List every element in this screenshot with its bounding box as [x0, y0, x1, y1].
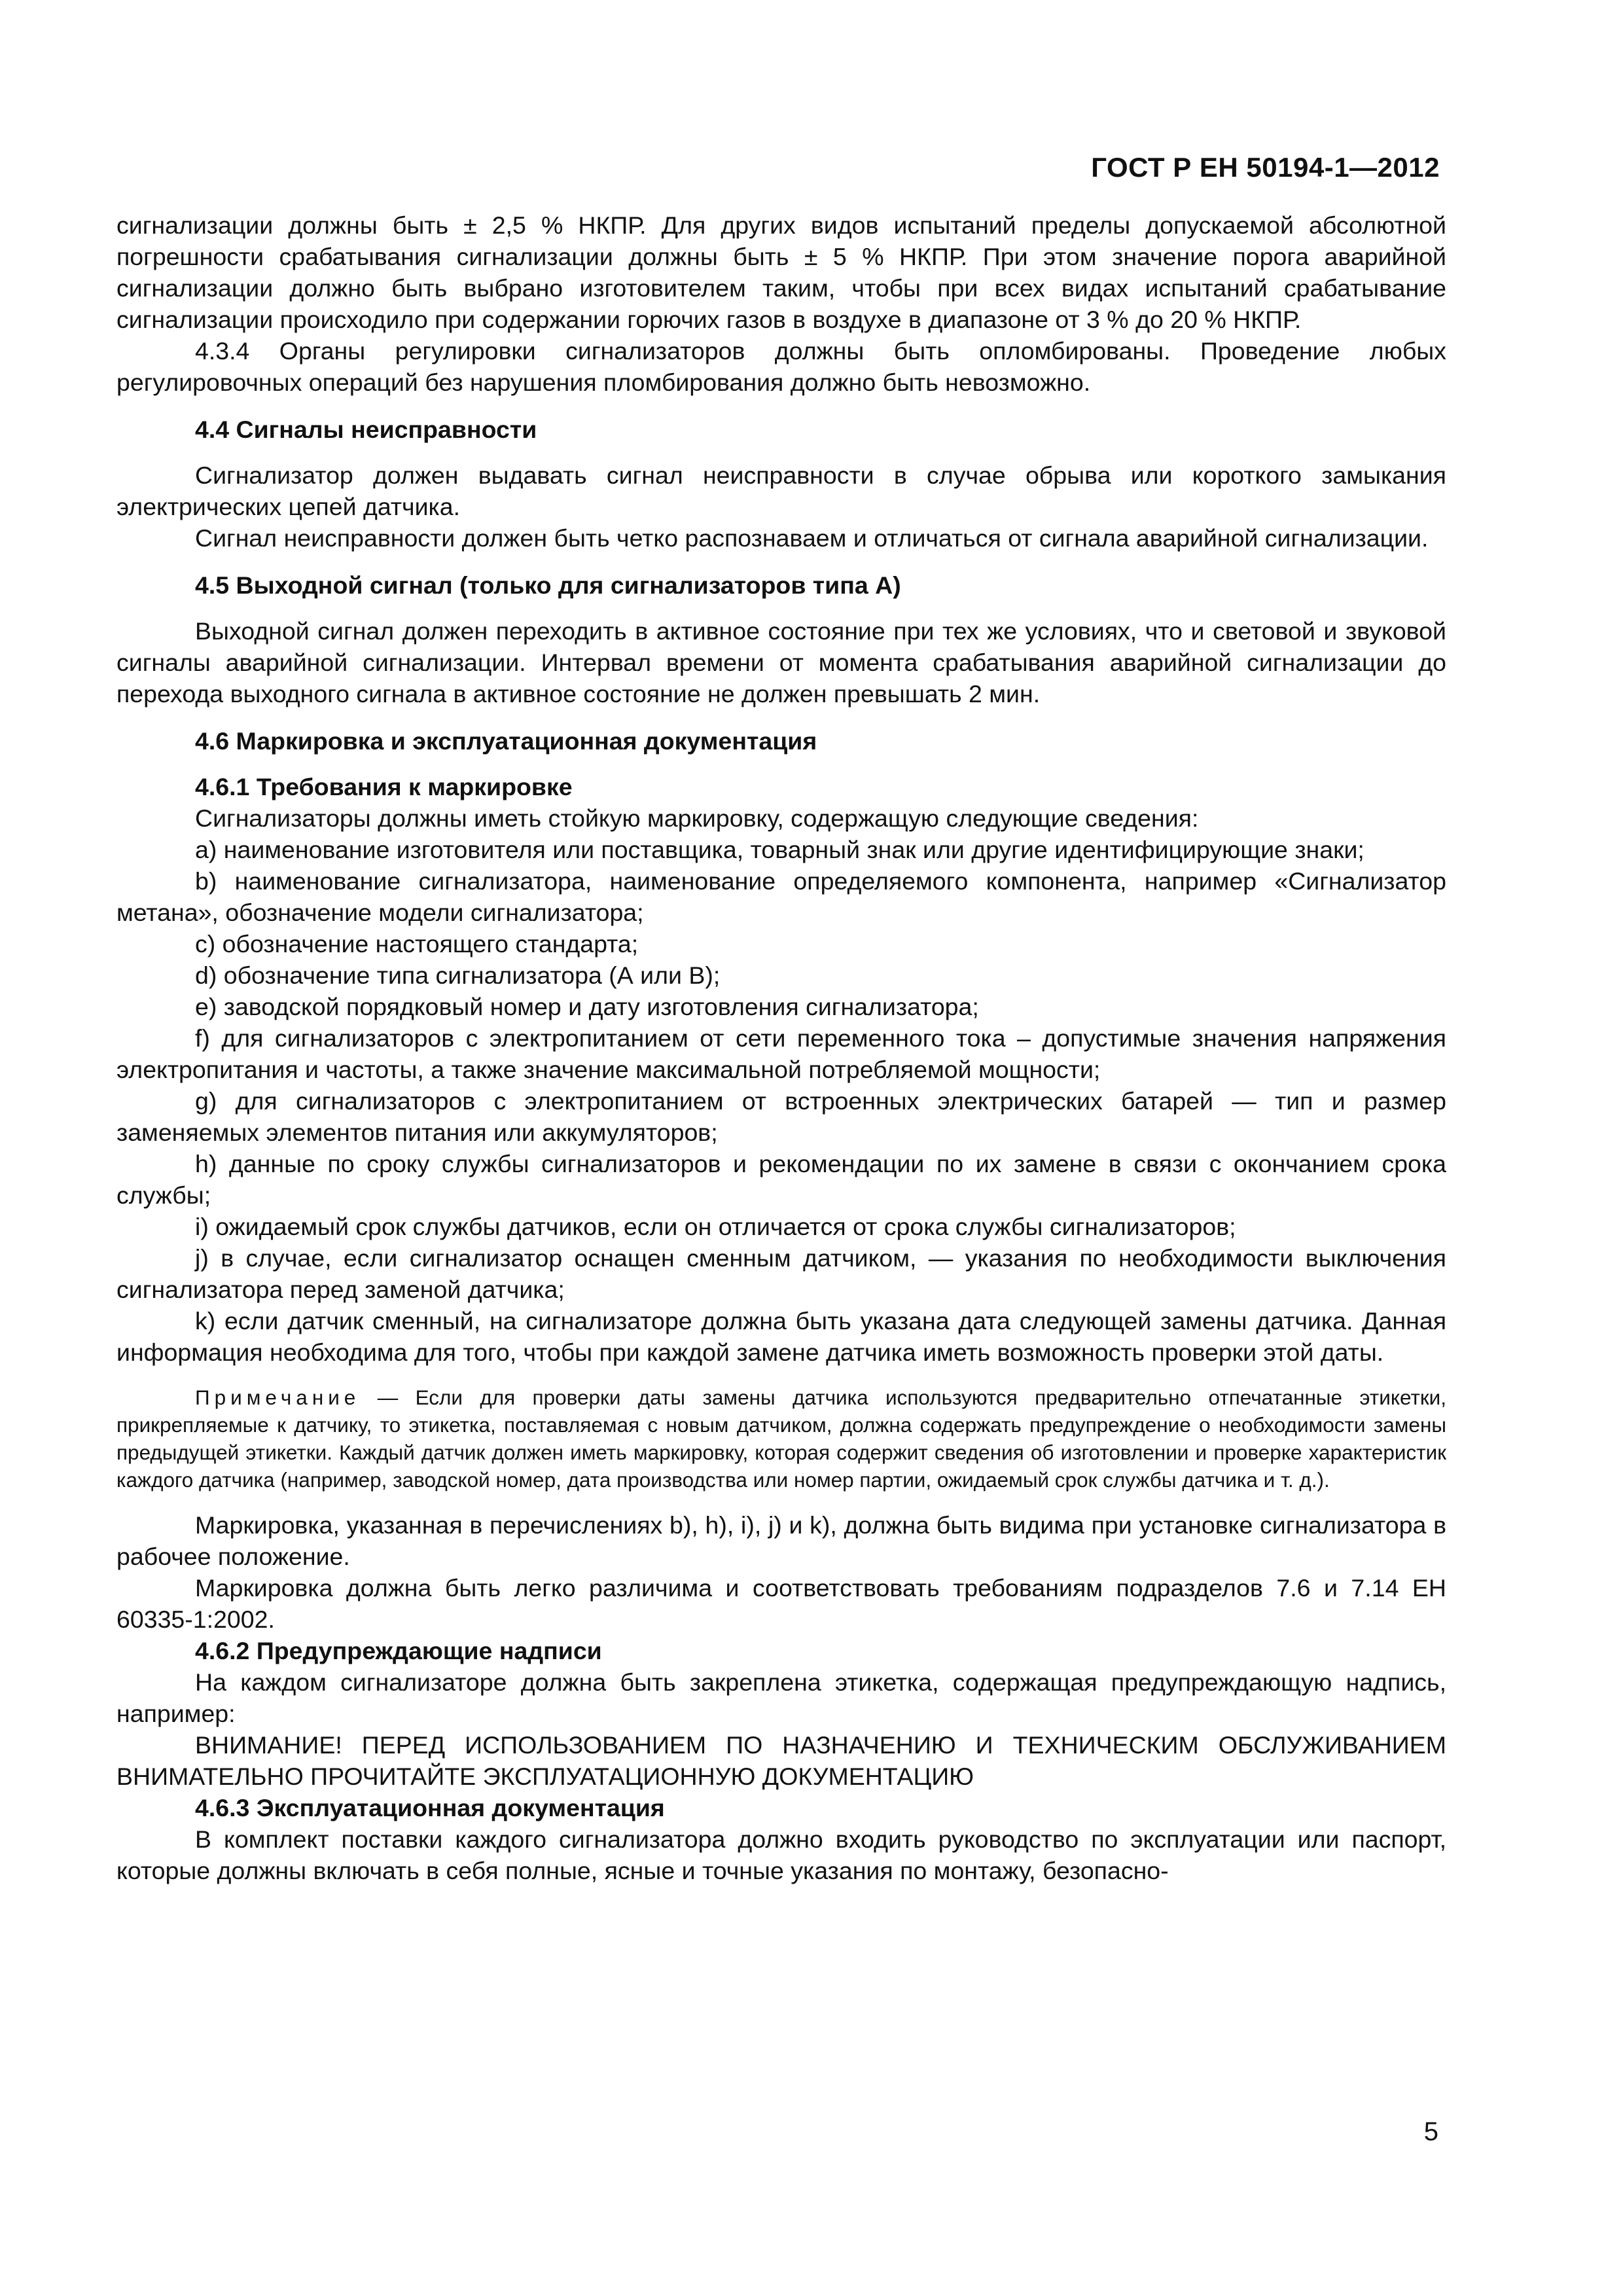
list-item: k) если датчик сменный, на сигнализаторе должна быть указана дата следующей замены датчика. Данная информация необходима для того, чтобы при каждой замене датчика иметь возможность проверки этой даты. — [116, 1307, 1446, 1366]
list-item: h) данные по сроку службы сигнализаторов и рекомендации по их замене в связи с окончанием срока службы; — [116, 1150, 1446, 1209]
list-item: c) обозначение настоящего стандарта; — [195, 930, 639, 958]
paragraph: Выходной сигнал должен переходить в активное состояние при тех же условиях, что и световой и звуковой сигналы аварийной сигнализации. Интервал времени от момента срабатывания аварийной сигнализации до перехода выходного сигнала в активное состояние не должен превышать 2 мин. — [116, 617, 1446, 708]
note-label: Примечание — [195, 1386, 361, 1409]
section-heading: 4.5 Выходной сигнал (только для сигнализаторов типа А) — [195, 571, 901, 599]
list-item: d) обозначение типа сигнализатора (А или В); — [195, 961, 721, 989]
list-item: f) для сигнализаторов с электропитанием от сети переменного тока – допустимые значения напряжения электропитания и частоты, а также значение максимальной потребляемой мощности; — [116, 1024, 1446, 1083]
paragraph: Сигнал неисправности должен быть четко распознаваем и отличаться от сигнала аварийной сигнализации. — [195, 524, 1429, 552]
note-text: — Если для проверки даты замены датчика используются предварительно отпечатанные этикетки, прикрепляемые к датчику, то этикетка, поставляемая с новым датчиком, должна содержать предупреждение о необходимости замены предыдущей этикетки. Каждый датчик должен иметь маркировку, которая содержит сведения об изготовлении и проверке характеристик каждого датчика (например, заводской номер, дата производства или номер партии, ожидаемый срок службы датчика и т. д.). — [116, 1386, 1446, 1492]
list-item: e) заводской порядковый номер и дату изготовления сигнализатора; — [195, 993, 979, 1020]
list-item: g) для сигнализаторов с электропитанием от встроенных электрических батарей — тип и размер заменяемых элементов питания или аккумуляторов; — [116, 1087, 1446, 1146]
subsection-heading: 4.6.2 Предупреждающие надписи — [195, 1637, 602, 1664]
warning-text: ВНИМАНИЕ! ПЕРЕД ИСПОЛЬЗОВАНИЕМ ПО НАЗНАЧЕНИЮ И ТЕХНИЧЕСКИМ ОБСЛУЖИВАНИЕМ ВНИМАТЕЛЬНО ПРОЧИТАЙТЕ ЭКСПЛУАТАЦИОННУЮ ДОКУМЕНТАЦИЮ — [116, 1731, 1446, 1790]
page-number: 5 — [1423, 2117, 1438, 2146]
paragraph: Сигнализатор должен выдавать сигнал неисправности в случае обрыва или короткого замыкания электрических цепей датчика. — [116, 461, 1446, 520]
document-body — [116, 209, 1446, 1886]
note-block — [116, 1384, 1446, 1494]
list-item: a) наименование изготовителя или поставщика, товарный знак или другие идентифицирующие знаки; — [195, 836, 1364, 863]
list-item: i) ожидаемый срок службы датчиков, если он отличается от срока службы сигнализаторов; — [195, 1213, 1236, 1240]
subsection-heading: 4.6.3 Эксплуатационная документация — [195, 1794, 665, 1821]
document-header: ГОСТ Р ЕН 50194-1—2012 — [1091, 152, 1440, 183]
section-heading: 4.4 Сигналы неисправности — [195, 416, 537, 443]
paragraph: Маркировка должна быть легко различима и соответствовать требованиям подразделов 7.6 и 7.14 ЕН 60335-1:2002. — [116, 1574, 1446, 1633]
paragraph: На каждом сигнализаторе должна быть закреплена этикетка, содержащая предупреждающую надпись, например: — [116, 1668, 1446, 1727]
list-item: j) в случае, если сигнализатор оснащен сменным датчиком, — указания по необходимости выключения сигнализатора перед заменой датчика; — [116, 1244, 1446, 1303]
paragraph: 4.3.4 Органы регулировки сигнализаторов должны быть опломбированы. Проведение любых регулировочных операций без нарушения пломбирования должно быть невозможно. — [116, 337, 1446, 396]
subsection-heading: 4.6.1 Требования к маркировке — [195, 773, 573, 800]
paragraph: Маркировка, указанная в перечислениях b), h), i), j) и k), должна быть видима при установке сигнализатора в рабочее положение. — [116, 1511, 1446, 1570]
paragraph: В комплект поставки каждого сигнализатора должно входить руководство по эксплуатации или паспорт, которые должны включать в себя полные, ясные и точные указания по монтажу, безопасно- — [116, 1825, 1446, 1884]
paragraph: Сигнализаторы должны иметь стойкую маркировку, содержащую следующие сведения: — [195, 804, 1199, 832]
section-heading: 4.6 Маркировка и эксплуатационная документация — [195, 727, 817, 755]
paragraph: сигнализации должны быть ± 2,5 % НКПР. Для других видов испытаний пределы допускаемой абсолютной погрешности срабатывания сигнализации должны быть ± 5 % НКПР. При этом значение порога аварийной сигнализации должно быть выбрано изготовителем таким, чтобы при всех видах испытаний срабатывание сигнализации происходило при содержании горючих газов в воздухе в диапазоне от 3 % до 20 % НКПР. — [116, 211, 1446, 333]
list-item: b) наименование сигнализатора, наименование определяемого компонента, например «Сигнализатор метана», обозначение модели сигнализатора; — [116, 867, 1446, 926]
